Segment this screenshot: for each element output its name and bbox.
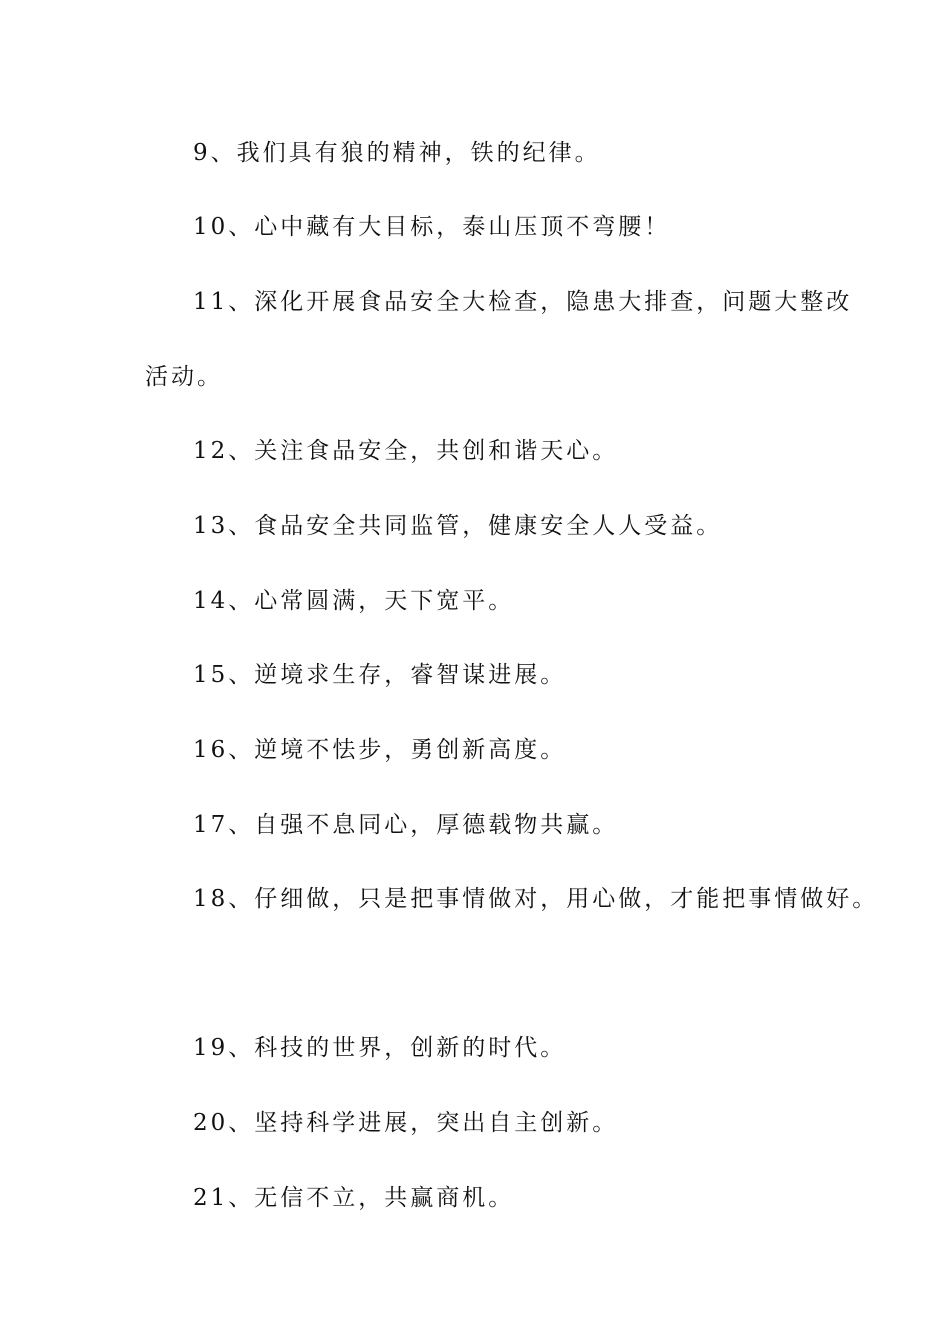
paragraph-line: 11、深化开展食品安全大检查，隐患大排查，问题大整改 xyxy=(193,289,853,315)
paragraph-line: 10、心中藏有大目标，泰山压顶不弯腰！ xyxy=(193,214,671,240)
paragraph-line: 20、坚持科学进展，突出自主创新。 xyxy=(193,1110,619,1136)
paragraph-line: 13、食品安全共同监管，健康安全人人受益。 xyxy=(193,513,723,539)
paragraph-line: 17、自强不息同心，厚德载物共赢。 xyxy=(193,812,619,838)
paragraph-line: 16、逆境不怯步，勇创新高度。 xyxy=(193,737,567,763)
paragraph-line: 12、关注食品安全，共创和谐天心。 xyxy=(193,438,619,464)
paragraph-line: 活动。 xyxy=(145,364,223,390)
paragraph-line: 9、我们具有狼的精神，铁的纪律。 xyxy=(193,140,601,166)
paragraph-line: 19、科技的世界，创新的时代。 xyxy=(193,1035,567,1061)
paragraph-line: 21、无信不立，共赢商机。 xyxy=(193,1185,515,1211)
paragraph-line: 15、逆境求生存，睿智谋进展。 xyxy=(193,662,567,688)
paragraph-line: 18、仔细做，只是把事情做对，用心做，才能把事情做好。 xyxy=(193,886,879,912)
paragraph-line: 14、心常圆满，天下宽平。 xyxy=(193,588,515,614)
